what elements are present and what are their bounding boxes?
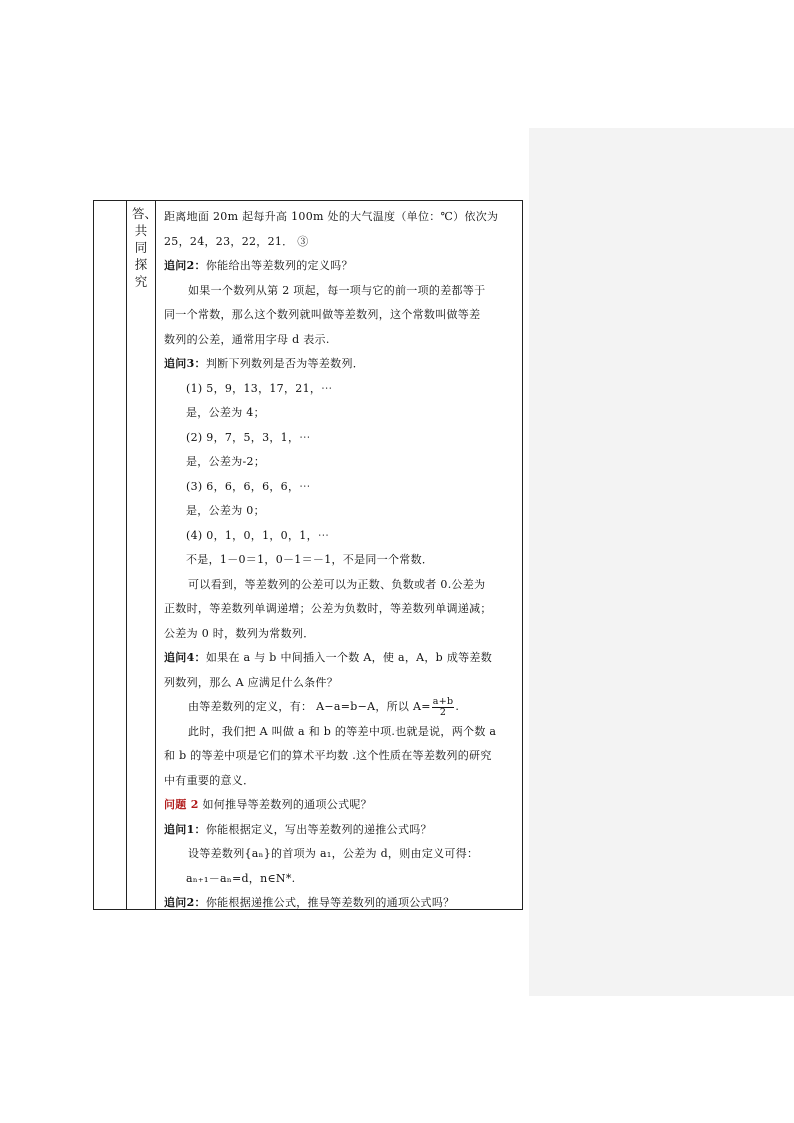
text-line: 中有重要的意义． [164, 773, 255, 787]
formula-line: aₙ₊₁－aₙ=d，n∈N*. [186, 871, 296, 885]
text-line: 数列的公差，通常用字母 d 表示. [164, 332, 330, 346]
sequence-item: (4) 0，1，0，1，0，1，⋯ [186, 528, 330, 542]
question-label: 追问2： [164, 259, 206, 272]
question-line [164, 891, 516, 916]
text-line: 25，24，23，22，21． ③ [164, 234, 309, 248]
question-text: 判断下列数列是否为等差数列． [205, 357, 365, 370]
question-label: 追问4： [164, 651, 206, 664]
problem-line [164, 793, 516, 818]
question-line [164, 646, 516, 671]
answer-line: 是，公差为 0； [186, 504, 265, 517]
sequence-item: (1) 5，9，13，17，21，⋯ [186, 381, 333, 395]
problem-label: 问题 2 [164, 798, 199, 811]
question-text: 如果在 a 与 b 中间插入一个数 A，使 a，A，b 成等差数 [205, 651, 493, 664]
text-line: 可以看到，等差数列的公差可以为正数、负数或者 0.公差为 [188, 577, 486, 591]
text-line: 同一个常数，那么这个数列就叫做等差数列，这个常数叫做等差 [164, 308, 481, 321]
formula-end: . [455, 700, 460, 713]
question-text: 你能根据递推公式，推导等差数列的通项公式吗？ [205, 896, 455, 909]
fraction-denominator: 2 [439, 706, 447, 718]
text-line: 距离地面 20m 起每升高 100m 处的大气温度（单位：℃）依次为 [164, 210, 499, 223]
column-divider [155, 201, 156, 909]
fraction [432, 697, 455, 718]
text-line: 正数时，等差数列单调递增；公差为负数时，等差数列单调递减； [164, 602, 492, 615]
question-line [164, 352, 516, 377]
question-text: 你能给出等差数列的定义吗？ [205, 259, 353, 272]
answer-line: 不是，1－0＝1，0－1＝－1，不是同一个常数． [186, 553, 434, 566]
question-label: 追问3： [164, 357, 206, 370]
question-text: 你能根据定义，写出等差数列的递推公式吗？ [205, 822, 432, 836]
text-line: 此时，我们把 A 叫做 a 和 b 的等差中项.也就是说，两个数 a [188, 724, 497, 738]
text-line: 设等差数列{aₙ}的首项为 a₁，公差为 d，则由定义可得： [188, 847, 479, 860]
question-label: 追问1： [164, 822, 206, 836]
text-line: 列数列，那么 A 应满足什么条件？ [164, 675, 339, 689]
sequence-item: (2) 9，7，5，3，1，⋯ [186, 430, 311, 444]
column-divider [126, 201, 127, 909]
lesson-content [164, 205, 516, 916]
formula-line [164, 695, 516, 720]
lesson-table [93, 200, 523, 910]
comment-pane [529, 128, 794, 996]
problem-text: 如何推导等差数列的通项公式呢？ [198, 798, 372, 811]
answer-line: 是，公差为 4； [186, 406, 265, 419]
text-line: 和 b 的等差中项是它们的算术平均数 .这个性质在等差数列的研究 [164, 749, 492, 762]
text-line: 公差为 0 时，数列为常数列． [164, 626, 315, 640]
question-line [164, 254, 516, 279]
question-label: 追问2： [164, 896, 206, 909]
sequence-item: (3) 6，6，6，6，6，⋯ [186, 479, 311, 493]
section-label: 答、共同探究 [132, 206, 158, 289]
question-line [164, 818, 516, 843]
text-line: 如果一个数列从第 2 项起，每一项与它的前一项的差都等于 [188, 283, 486, 297]
formula-text: 由等差数列的定义，有： A−a=b−A，所以 A= [188, 700, 431, 713]
fraction-numerator: a+b [432, 695, 454, 707]
answer-line: 是，公差为-2； [186, 455, 266, 468]
